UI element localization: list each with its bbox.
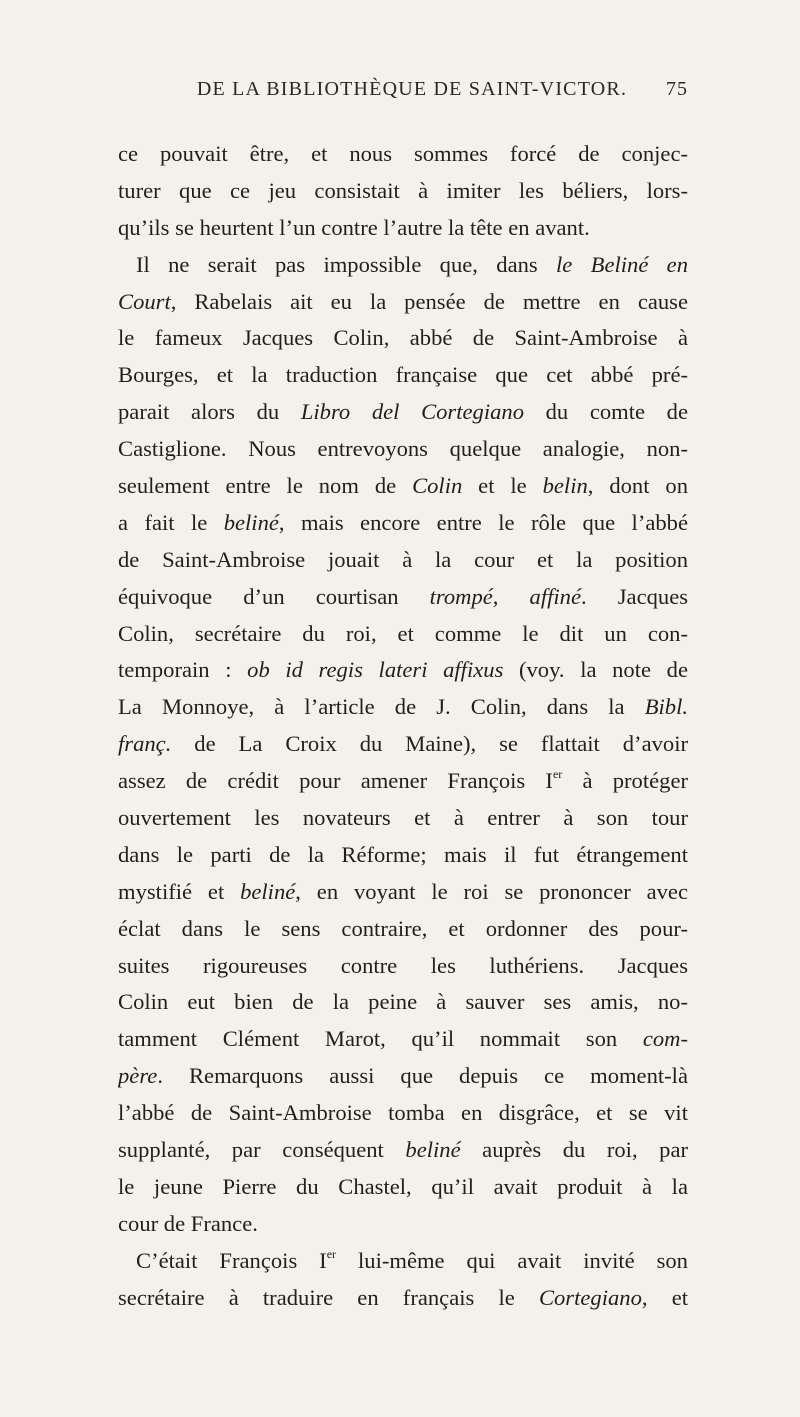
page-number: 75	[666, 78, 688, 100]
superscript: er	[326, 1246, 337, 1261]
text-line	[118, 837, 688, 874]
text-run: secrétaire à traduire en français le	[118, 1284, 539, 1310]
text-line	[118, 284, 688, 321]
text-run: ouvertement les novateurs et à entrer à son tour	[118, 805, 688, 831]
text-run: à protéger	[562, 768, 688, 794]
text-line	[118, 763, 688, 800]
text-run: dans le parti de la Réforme; mais il fut étrangement	[118, 841, 688, 867]
text-line	[118, 1058, 688, 1095]
text-line	[118, 394, 688, 431]
text-line	[118, 874, 688, 911]
text-line	[118, 136, 688, 173]
text-run: , mais encore entre le rôle que l’abbé	[278, 509, 688, 535]
text-run: le fameux Jacques Colin, abbé de Saint-Ambroise à	[118, 325, 688, 351]
italic-text: trompé	[429, 583, 493, 609]
italic-text: belin	[542, 473, 588, 499]
text-run: lui-même qui avait invité son	[336, 1247, 688, 1273]
italic-text: ob id regis lateri affixus	[247, 657, 504, 683]
text-run: Bourges, et la traduction française que cet abbé pré-	[118, 362, 688, 388]
text-line	[118, 1095, 688, 1132]
text-line	[118, 1169, 688, 1206]
text-run: C’était François I	[136, 1247, 327, 1273]
text-run: éclat dans le sens contraire, et ordonner des pour-	[118, 915, 688, 941]
text-run: tamment Clément Marot, qu’il nommait son	[118, 1026, 643, 1052]
text-run: . Remarquons aussi que depuis ce moment-là	[157, 1063, 688, 1089]
text-line	[118, 505, 688, 542]
text-line	[118, 616, 688, 653]
text-line	[118, 468, 688, 505]
text-line	[118, 431, 688, 468]
text-run: Colin, secrétaire du roi, et comme le dit un con-	[118, 620, 688, 646]
italic-text: beliné	[240, 878, 296, 904]
italic-text: beliné	[223, 509, 279, 535]
italic-text: com-	[642, 1026, 688, 1052]
text-line	[118, 689, 688, 726]
text-run: mystifié et	[118, 878, 241, 904]
text-line	[118, 800, 688, 837]
text-run: a fait le	[118, 509, 224, 535]
italic-text: Colin	[412, 473, 463, 499]
superscript: er	[552, 767, 563, 782]
text-line	[118, 579, 688, 616]
text-run: supplanté, par conséquent	[118, 1137, 406, 1163]
text-run: ,	[492, 583, 530, 609]
text-line	[118, 984, 688, 1021]
text-line	[118, 542, 688, 579]
text-run: parait alors du	[118, 399, 301, 425]
text-run: , en voyant le roi se prononcer avec	[295, 878, 688, 904]
text-line	[118, 652, 688, 689]
text-run: Il ne serait pas impossible que, dans	[136, 251, 557, 277]
text-run: , dont on	[587, 473, 688, 499]
running-head	[118, 78, 688, 112]
italic-text: le Beliné en	[556, 251, 688, 277]
text-line	[118, 210, 688, 247]
text-run: Colin eut bien de la peine à sauver ses amis, no-	[118, 989, 688, 1015]
italic-text: beliné	[405, 1137, 461, 1163]
text-run: qu’ils se heurtent l’un contre l’autre la tête en avant.	[118, 214, 590, 240]
text-run: auprès du roi, par	[460, 1137, 688, 1163]
italic-text: franç.	[118, 731, 172, 757]
italic-text: Cortegiano	[538, 1284, 642, 1310]
italic-text: Court	[118, 288, 171, 314]
text-run: La Monnoye, à l’article de J. Colin, dans la	[118, 694, 645, 720]
running-head-title: DE LA BIBLIOTHÈQUE DE SAINT-VICTOR.	[196, 78, 628, 100]
italic-text: Bibl.	[644, 694, 688, 720]
text-run: l’abbé de Saint-Ambroise tomba en disgrâce, et se vit	[118, 1100, 688, 1126]
text-run: temporain :	[118, 657, 248, 683]
italic-text: père	[118, 1063, 158, 1089]
text-line	[118, 1132, 688, 1169]
text-run: Castiglione. Nous entrevoyons quelque analogie, non-	[118, 436, 688, 462]
body-text	[118, 136, 688, 1317]
text-run: . Jacques	[581, 583, 688, 609]
text-run: le jeune Pierre du Chastel, qu’il avait produit à la	[118, 1173, 688, 1199]
text-run: (voy. la note de	[503, 657, 688, 683]
text-run: et le	[462, 473, 543, 499]
text-run: de Saint-Ambroise jouait à la cour et la position	[118, 546, 688, 572]
text-run: équivoque d’un courtisan	[118, 583, 430, 609]
text-run: ce pouvait être, et nous sommes forcé de conjec-	[118, 141, 688, 166]
text-line	[118, 1280, 688, 1317]
text-run: assez de crédit pour amener François I	[118, 768, 553, 794]
italic-text: affiné	[529, 583, 582, 609]
text-run: suites rigoureuses contre les luthériens. Jacques	[118, 952, 688, 978]
text-line	[118, 1206, 688, 1243]
text-line	[118, 1021, 688, 1058]
text-run: turer que ce jeu consistait à imiter les béliers, lors-	[118, 177, 688, 203]
text-line	[118, 726, 688, 763]
text-run: , et	[641, 1284, 688, 1310]
text-line	[118, 247, 688, 284]
text-line	[118, 948, 688, 985]
text-run: de La Croix du Maine), se flattait d’avoir	[171, 731, 688, 757]
text-line	[118, 911, 688, 948]
text-run: seulement entre le nom de	[118, 473, 413, 499]
text-run: , Rabelais ait eu la pensée de mettre en cause	[170, 288, 688, 314]
italic-text: Libro del Cortegiano	[300, 399, 524, 425]
text-line	[118, 1243, 688, 1280]
text-run: cour de France.	[118, 1210, 258, 1236]
text-run: du comte de	[524, 399, 688, 425]
text-line	[118, 320, 688, 357]
text-line	[118, 173, 688, 210]
text-line	[118, 357, 688, 394]
